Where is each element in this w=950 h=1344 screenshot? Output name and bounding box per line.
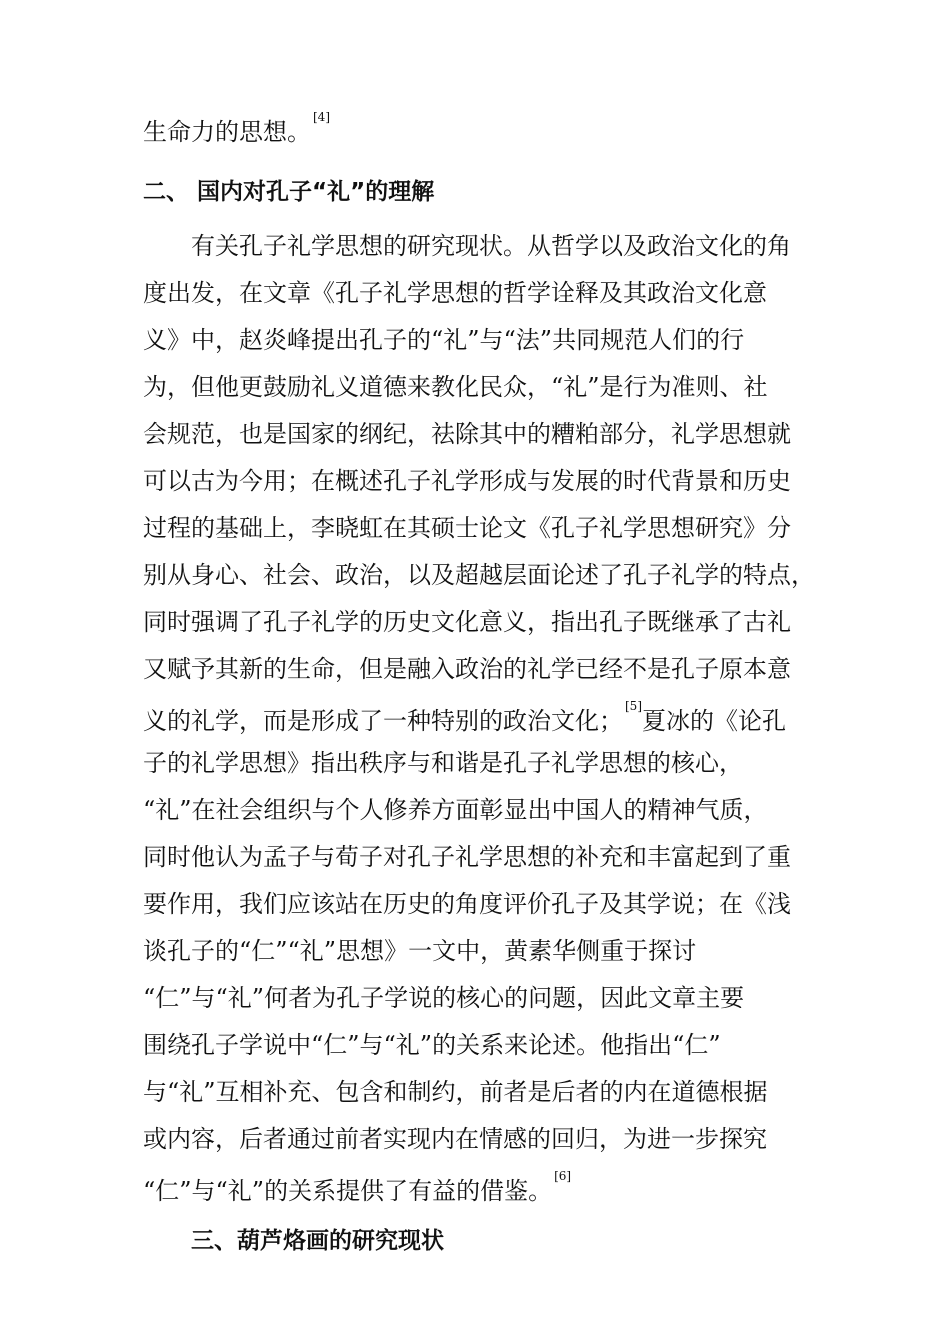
paragraph-line: 度出发，在文章《孔子礼学思想的哲学诠释及其政治文化意: [143, 279, 767, 307]
paragraph-line: 与“礼”互相补充、包含和制约，前者是后者的内在道德根据: [143, 1078, 768, 1106]
paragraph-line: 围绕孔子学说中“仁”与“礼”的关系来论述。他指出“仁”: [143, 1031, 721, 1059]
citation-5: [5]: [625, 699, 642, 713]
citation-6: [6]: [554, 1169, 572, 1183]
line-text-before: 义的礼学，而是形成了一种特别的政治文化；: [143, 707, 623, 735]
paragraph-line: 谈孔子的“仁”“礼”思想》一文中，黄素华侧重于探讨: [143, 937, 697, 965]
paragraph-line: 同时他认为孟子与荀子对孔子礼学思想的补充和丰富起到了重: [143, 843, 791, 871]
paragraph-line: “仁”与“礼”何者为孔子学说的核心的问题，因此文章主要: [143, 984, 745, 1012]
line-text: “仁”与“礼”的关系提供了有益的借鉴。: [143, 1177, 553, 1205]
paragraph-last-line: [143, 1166, 571, 1206]
paragraph-line: 子的礼学思想》指出秩序与和谐是孔子礼学思想的核心，: [143, 749, 743, 777]
section-three-heading: 三、葫芦烙画的研究现状: [191, 1228, 444, 1254]
citation-4: [4]: [313, 110, 330, 124]
paragraph-line: 要作用，我们应该站在历史的角度评价孔子及其学说；在《浅: [143, 890, 791, 918]
line-text-after: 夏冰的《论孔: [642, 707, 786, 735]
paragraph-line: 可以古为今用；在概述孔子礼学形成与发展的时代背景和历史: [143, 467, 791, 495]
paragraph-line: 义》中，赵炎峰提出孔子的“礼”与“法”共同规范人们的行: [143, 326, 745, 354]
paragraph-line: 过程的基础上，李晓虹在其硕士论文《孔子礼学思想研究》分: [143, 514, 791, 542]
paragraph-line: 同时强调了孔子礼学的历史文化意义，指出孔子既继承了古礼: [143, 608, 791, 636]
paragraph-line: 会规范，也是国家的纲纪，祛除其中的糟粕部分，礼学思想就: [143, 420, 791, 448]
section-two-heading: 二、 国内对孔子“礼”的理解: [143, 179, 435, 205]
line-text: 生命力的思想。: [143, 118, 311, 146]
paragraph-line: 别从身心、社会、政治，以及超越层面论述了孔子礼学的特点，: [143, 561, 815, 589]
paragraph-line: 为，但他更鼓励礼义道德来教化民众，“礼”是行为准则、社: [143, 373, 768, 401]
paragraph-line: 或内容，后者通过前者实现内在情感的回归，为进一步探究: [143, 1125, 767, 1153]
text-line: [143, 107, 330, 147]
paragraph-first-line: 有关孔子礼学思想的研究现状。从哲学以及政治文化的角: [191, 232, 791, 260]
paragraph-line: 又赋予其新的生命，但是融入政治的礼学已经不是孔子原本意: [143, 655, 791, 683]
paragraph-line-with-citation: [143, 696, 786, 736]
paragraph-line: “礼”在社会组织与个人修养方面彰显出中国人的精神气质，: [143, 796, 768, 824]
